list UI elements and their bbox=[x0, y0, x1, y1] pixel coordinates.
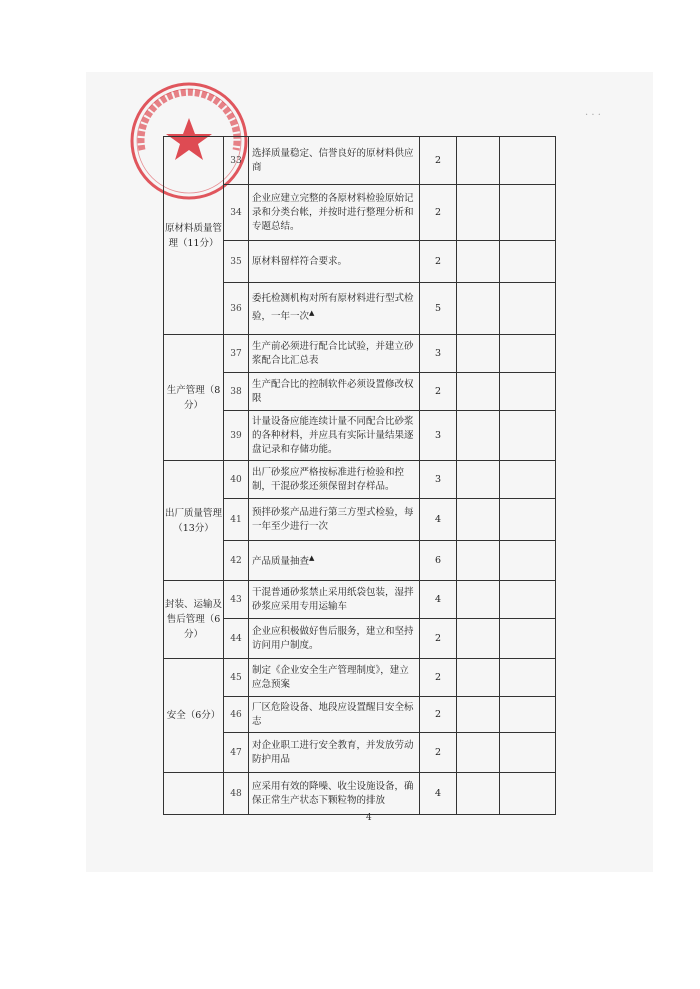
score-cell: 4 bbox=[420, 773, 457, 815]
empty-cell bbox=[500, 137, 556, 185]
item-number: 39 bbox=[224, 411, 249, 461]
empty-cell bbox=[457, 283, 500, 335]
empty-cell bbox=[457, 581, 500, 619]
score-cell: 2 bbox=[420, 619, 457, 659]
empty-cell bbox=[500, 659, 556, 697]
score-cell: 2 bbox=[420, 373, 457, 411]
score-cell: 3 bbox=[420, 461, 457, 499]
empty-cell bbox=[500, 733, 556, 773]
empty-cell bbox=[457, 697, 500, 733]
item-text: 原材料留样符合要求。 bbox=[249, 241, 420, 283]
score-cell: 5 bbox=[420, 283, 457, 335]
empty-cell bbox=[500, 373, 556, 411]
item-text: 应采用有效的降噪、收尘设施设备，确保正常生产状态下颗粒物的排放 bbox=[249, 773, 420, 815]
empty-cell bbox=[500, 411, 556, 461]
item-text: 对企业职工进行安全教育，并发放劳动防护用品 bbox=[249, 733, 420, 773]
score-cell: 4 bbox=[420, 499, 457, 541]
empty-cell bbox=[457, 335, 500, 373]
score-cell: 2 bbox=[420, 185, 457, 241]
empty-cell bbox=[500, 581, 556, 619]
evaluation-table bbox=[163, 136, 556, 815]
item-text: 预拌砂浆产品进行第三方型式检验，每一年至少进行一次 bbox=[249, 499, 420, 541]
scan-mark: · · · bbox=[585, 110, 601, 121]
empty-cell bbox=[457, 541, 500, 581]
empty-cell bbox=[500, 619, 556, 659]
table-row bbox=[164, 659, 556, 697]
table-row bbox=[164, 461, 556, 499]
category-cell: 封装、运输及售后管理（6分） bbox=[164, 581, 224, 659]
empty-cell bbox=[500, 773, 556, 815]
key-item-mark: ▲ bbox=[309, 309, 315, 318]
score-cell: 3 bbox=[420, 335, 457, 373]
empty-cell bbox=[500, 283, 556, 335]
item-number: 34 bbox=[224, 185, 249, 241]
item-text: 产品质量抽查▲ bbox=[249, 541, 420, 581]
score-cell: 2 bbox=[420, 697, 457, 733]
item-number: 44 bbox=[224, 619, 249, 659]
score-cell: 2 bbox=[420, 137, 457, 185]
item-text: 计量设备应能连续计量不同配合比砂浆的各种材料，并应具有实际计量结果逐盘记录和存储功能。 bbox=[249, 411, 420, 461]
empty-cell bbox=[457, 733, 500, 773]
item-text: 委托检测机构对所有原材料进行型式检验，一年一次▲ bbox=[249, 283, 420, 335]
item-number: 46 bbox=[224, 697, 249, 733]
empty-cell bbox=[500, 241, 556, 283]
category-cell bbox=[164, 773, 224, 815]
empty-cell bbox=[500, 185, 556, 241]
item-number: 48 bbox=[224, 773, 249, 815]
empty-cell bbox=[457, 373, 500, 411]
item-text: 干混普通砂浆禁止采用纸袋包装，湿拌砂浆应采用专用运输车 bbox=[249, 581, 420, 619]
empty-cell bbox=[457, 619, 500, 659]
item-number: 38 bbox=[224, 373, 249, 411]
table-row bbox=[164, 137, 556, 185]
item-number: 43 bbox=[224, 581, 249, 619]
item-text: 企业应建立完整的各原材料检验原始记录和分类台帐，并按时进行整理分析和专题总结。 bbox=[249, 185, 420, 241]
score-cell: 3 bbox=[420, 411, 457, 461]
item-number: 33 bbox=[224, 137, 249, 185]
item-number: 36 bbox=[224, 283, 249, 335]
item-text: 出厂砂浆应严格按标准进行检验和控制，干混砂浆还须保留封存样品。 bbox=[249, 461, 420, 499]
empty-cell bbox=[500, 335, 556, 373]
score-cell: 2 bbox=[420, 733, 457, 773]
item-number: 47 bbox=[224, 733, 249, 773]
category-cell: 生产管理（8分） bbox=[164, 335, 224, 461]
table-row bbox=[164, 773, 556, 815]
table-row bbox=[164, 581, 556, 619]
item-number: 42 bbox=[224, 541, 249, 581]
empty-cell bbox=[457, 773, 500, 815]
key-item-mark: ▲ bbox=[309, 554, 315, 563]
item-text: 选择质量稳定、信誉良好的原材料供应商 bbox=[249, 137, 420, 185]
empty-cell bbox=[500, 697, 556, 733]
score-cell: 2 bbox=[420, 659, 457, 697]
empty-cell bbox=[457, 499, 500, 541]
empty-cell bbox=[500, 541, 556, 581]
empty-cell bbox=[500, 461, 556, 499]
item-number: 37 bbox=[224, 335, 249, 373]
item-text: 生产前必须进行配合比试验，并建立砂浆配合比汇总表 bbox=[249, 335, 420, 373]
empty-cell bbox=[500, 499, 556, 541]
category-cell: 出厂质量管理（13分） bbox=[164, 461, 224, 581]
category-cell: 原材料质量管理（11分） bbox=[164, 137, 224, 335]
item-text: 制定《企业安全生产管理制度》，建立应急预案 bbox=[249, 659, 420, 697]
item-text: 企业应积极做好售后服务，建立和坚持访问用户制度。 bbox=[249, 619, 420, 659]
score-cell: 2 bbox=[420, 241, 457, 283]
item-text: 生产配合比的控制软件必须设置修改权限 bbox=[249, 373, 420, 411]
item-number: 40 bbox=[224, 461, 249, 499]
empty-cell bbox=[457, 659, 500, 697]
score-cell: 4 bbox=[420, 581, 457, 619]
item-number: 41 bbox=[224, 499, 249, 541]
empty-cell bbox=[457, 185, 500, 241]
item-text: 厂区危险设备、地段应设置醒目安全标志 bbox=[249, 697, 420, 733]
empty-cell bbox=[457, 411, 500, 461]
empty-cell bbox=[457, 241, 500, 283]
category-cell: 安全（6分） bbox=[164, 659, 224, 773]
page-number: 4 bbox=[366, 813, 372, 823]
empty-cell bbox=[457, 461, 500, 499]
item-number: 35 bbox=[224, 241, 249, 283]
item-number: 45 bbox=[224, 659, 249, 697]
table-row bbox=[164, 335, 556, 373]
score-cell: 6 bbox=[420, 541, 457, 581]
empty-cell bbox=[457, 137, 500, 185]
